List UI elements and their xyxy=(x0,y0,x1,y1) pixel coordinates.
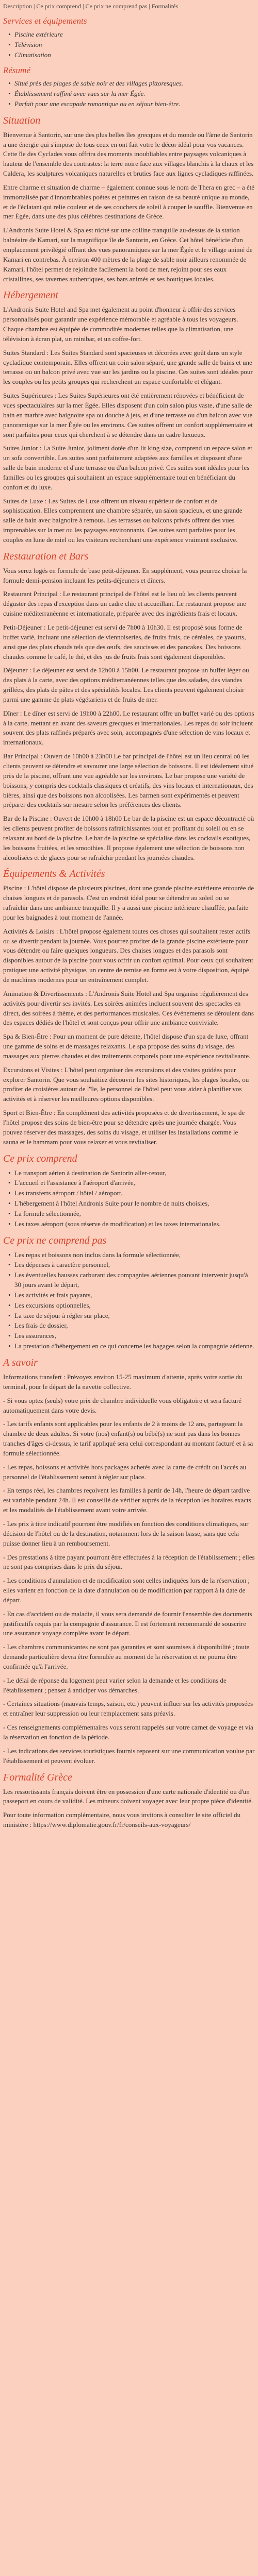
paragraph: Pour toute information complémentaire, nous vous invitons à consulter le site officiel du ministère : https://www.diplomatie.gouv.fr/fr/conseils-aux-voyageurs/ xyxy=(3,1811,241,1829)
nav-sep: | xyxy=(83,3,84,10)
list-item: • Climatisation xyxy=(14,50,255,60)
paragraph: - Si vous optez (seuls) votre prix de chambre individuelle vous obligatoire et sera facturé automatiquement dans votre devis. xyxy=(3,1396,242,1414)
services-list xyxy=(3,30,255,60)
paragraph: - Le délai de réponse du logement peut varier selon la demande et les conditions de l'établissement ; pensez à anticiper vos démarches. xyxy=(3,1676,227,1694)
formalite-title: Formalité Grèce xyxy=(3,1771,72,1783)
paragraph: - En cas d'accident ou de maladie, il vous sera demandé de fournir l'ensemble des documents justificatifs requis par la compagnie d'assurance. Il est fortement recommandé de souscrire une assurance voyage complète avant le départ. xyxy=(3,1609,252,1637)
list-item: • Les assurances, xyxy=(14,1331,255,1341)
services-title: Services et équipements xyxy=(3,16,87,26)
paragraph: L'Andronis Suite Hotel and Spa met également au point d'honneur à offrir des services personnalisés pour garantir une expérience mémorable et agréable à tous les voyageurs. Chaque chambre est équipée de commodités modernes telles que la climatisation, une télévision à écran plat, un minibar, et un coffre-fort. xyxy=(3,306,238,343)
list-item: • Les éventuelles hausses carburant des compagnies aériennes pouvant intervenir jusqu'à 30 jours avant le départ, xyxy=(14,1270,255,1290)
situation-title: Situation xyxy=(3,114,41,126)
list-item: • Les activités et frais payants, xyxy=(14,1291,255,1300)
savoir-body xyxy=(3,1372,255,1766)
paragraph: L'Andronis Suite Hotel & Spa est niché sur une colline tranquille au-dessus de la station balnéaire de Kamari, sur la magnifique île de Santorin, en Grèce. Cet hôtel bénéficie d'un emplacement privilégié offrant des vues panoramiques sur la mer Égée et le village animé de Kamari en contrebas. À environ 400 mètres de la plage de sable noir ailleurs renommée de Kamari, l'hôtel permet de rejoindre facilement la bord de mer, rejoint pour ses eaux cristallines, ses tavernes authentiques, ses bars animés et ses boutiques locales. xyxy=(3,226,253,283)
equipements-body xyxy=(3,884,255,1147)
list-item: • Télévision xyxy=(14,40,255,50)
list-item: • Le transport aérien à destination de Santorin aller-retour, xyxy=(14,1168,255,1178)
list-item: • La taxe de séjour à régler sur place, xyxy=(14,1311,255,1321)
resume-title: Résumé xyxy=(3,65,30,75)
paragraph: - Les indications des services touristiques fournis reposent sur une communication voulue par l'établissement et peuvent évoluer. xyxy=(3,1747,255,1765)
paragraph: - Ces renseignements complémentaires vous seront rappelés sur votre carnet de voyage et via la réservation en fonction de la période. xyxy=(3,1723,253,1741)
list-item: • Les taxes aéroport (sous réserve de modification) et les taxes internationales. xyxy=(14,1219,255,1229)
paragraph: - Les conditions d'annulation et de modification sont celles indiquées lors de la réservation ; elles varient en fonction de la date d'annulation ou de modification par rapport à la date de départ. xyxy=(3,1577,250,1604)
paragraph: Piscine : L'hôtel dispose de plusieurs piscines, dont une grande piscine extérieure entourée de chaises longues et de parasols. C'est un endroit idéal pour se détendre au soleil ou se rafraîchir dans une ambiance tranquille. Il y a aussi une piscine intérieure chauffée, parfaite pour les baignades à tout moment de l'année. xyxy=(3,884,254,921)
top-nav xyxy=(3,2,255,11)
paragraph: - Les chambres communicantes ne sont pas garanties et sont soumises à disponibilité ; toute demande particulière devra être formulée au moment de la réservation et ne pourra être confirmée qu'à l'arrivée. xyxy=(3,1643,250,1670)
list-item: • Parfait pour une escapade romantique ou en séjour bien-être. xyxy=(14,99,255,109)
paragraph: Dîner : Le dîner est servi de 19h00 à 22h00. Le restaurant offre un buffet varié ou des options à la carte, mettant en avant des saveurs grecques et internationales. Les repas du soir incluent souvent des plats raffinés préparés avec soin, accompagnés d'une sélection de vins locaux et internationaux. xyxy=(3,709,254,747)
paragraph: Bar Principal : Ouvert de 10h00 à 23h00 Le bar principal de l'hôtel est un lieu central où les clients peuvent se détendre et savourer une large sélection de boissons. Il est idéalement situé près de la piscine, offrant une vue agréable sur les environs. Le bar propose une variété de boissons, y compris des cocktails classiques et créatifs, des vins locaux et internationaux, des bières, ainsi que des boissons non alcoolisées. Les barmen sont expérimentés et peuvent préparer des cocktails sur mesure selon les préférences des clients. xyxy=(3,752,254,809)
paragraph: Sport et Bien-Être : En complément des activités proposées et de divertissement, le spa de l'hôtel propose des soins de bien-être pour se détendre après une journée chargée. Vous pouvez réserver des massages, des soins du visage, et utiliser les installations comme le sauna et le hammam pour vous relaxer et vous revitaliser. xyxy=(3,1109,245,1146)
paragraph: - Certaines situations (mauvais temps, saison, etc.) peuvent influer sur les activités proposées et entraîner leur suppression ou leur remplacement sans préavis. xyxy=(3,1700,253,1718)
prix-comprend-list xyxy=(3,1168,255,1229)
list-item: • Situé près des plages de sable noir et des villages pittoresques. xyxy=(14,79,255,89)
paragraph: - Les prix à titre indicatif pourront être modifiés en fonction des conditions climatiques, sur décision de l'hôtel ou de la destination, notamment lors de la saison basse, sans que cela puisse donner lieu à un remboursement. xyxy=(3,1519,249,1547)
paragraph: Bar de la Piscine : Ouvert de 10h00 à 18h00 Le bar de la piscine est un espace décontracté où les clients peuvent profiter de boissons rafraîchissantes tout en profitant du soleil ou en se relaxant au bord de la piscine. Le bar de la piscine se spécialise dans les cocktails exotiques, les boissons fruitées, et les smoothies. Il propose également une sélection de boissons non alcoolisées et de glaces pour se rafraîchir pendant les journées chaudes. xyxy=(3,815,254,861)
paragraph: - Les tarifs enfants sont applicables pour les enfants de 2 à moins de 12 ans, partageant la chambre de deux adultes. Si votre (nos) enfant(s) ou bébé(s) ne sont pas dans les bonnes tranches d'âges ci-dessus, le tarif appliqué sera celui correspondant au montant facturé et à sa formule sélectionnée. xyxy=(3,1420,253,1457)
list-item: • Les frais de dossier, xyxy=(14,1321,255,1331)
paragraph: Déjeuner : Le déjeuner est servi de 12h00 à 15h00. Le restaurant propose un buffet léger ou des plats à la carte, avec des options méditerranéennes telles que des salades, des viandes grillées, des plats de pâtes et des spécialités locales. Les clients peuvent également choisir parmi une gamme de plats végétariens et de fruits de mer. xyxy=(3,666,249,703)
paragraph: Suites Standard : Les Suites Standard sont spacieuses et décorées avec goût dans un style cycladique contemporain. Elles offrent un coin salon séparé, une grande salle de bains et une terrasse ou un balcon privé avec vue sur les jardins ou la piscine. Ces suites sont idéales pour les couples ou les petits groupes qui recherchent un espace confortable et élégant. xyxy=(3,348,253,386)
list-item: • L'hébergement à l'hôtel Andronis Suite pour le nombre de nuits choisies, xyxy=(14,1199,255,1209)
situation-body xyxy=(3,130,255,284)
paragraph: - En temps réel, les chambres reçoivent les familles à partir de 14h, l'heure de départ tardive est variable pendant 24h. Il est conseillé de vérifier auprès de la réception les horaires exacts et les modalités de l'établissement avant votre arrivée. xyxy=(3,1486,251,1514)
paragraph: Suites de Luxe : Les Suites de Luxe offrent un niveau supérieur de confort et de sophistication. Elles comprennent une chambre séparée, un salon spacieux, et une grande salle de bain avec baignoire à remous. Les terrasses ou balcons privés offrent des vues imprenables sur la mer ou les paysages environnants. Ces suites sont parfaites pour les couples en lune de miel ou les visiteurs recherchant une expérience vraiment exclusive. xyxy=(3,497,243,544)
list-item: • Piscine extérieure xyxy=(14,30,255,40)
paragraph: Les ressortissants français doivent être en possession d'une carte nationale d'identité ou d'un passeport en cours de validité. Les mineurs doivent voyager avec leur propre pièce d'identité. xyxy=(3,1787,253,1805)
list-item: • La formule sélectionnée, xyxy=(14,1209,255,1219)
prix-ne-comprend-list xyxy=(3,1250,255,1351)
list-item: • Les excursions optionnelles, xyxy=(14,1301,255,1311)
resume-list xyxy=(3,79,255,109)
list-item: • Les repas et boissons non inclus dans la formule sélectionnée, xyxy=(14,1250,255,1260)
restauration-title: Restauration et Bars xyxy=(3,550,89,562)
paragraph: Petit-Déjeuner : Le petit-déjeuner est servi de 7h00 à 10h30. Il est proposé sous forme de buffet varié, incluant une sélection de viennoiseries, de fruits frais, de céréales, de yaourts, ainsi que des plats chauds tels que des œufs, des saucisses et des pancakes. Des boissons chaudes comme le café, le thé, et des jus de fruits frais sont également disponibles. xyxy=(3,623,246,660)
paragraph: Informations transfert : Prévoyez environ 15-25 maximum d'attente, après votre sortie du terminal, pour le départ de la navette collective. xyxy=(3,1373,243,1391)
prix-comprend-title: Ce prix comprend xyxy=(3,1153,77,1164)
nav-formalities-link[interactable]: Formalités xyxy=(151,3,179,10)
paragraph: Spa & Bien-Être : Pour un moment de pure détente, l'hôtel dispose d'un spa de luxe, offrant une gamme de soins et de massages relaxants. Le spa propose des soins du visage, des massages aux pierres chaudes et des traitements corporels pour une expérience revitalisante. xyxy=(3,1032,251,1060)
hebergement-title: Hébergement xyxy=(3,290,58,301)
paragraph: - Les repas, boissons et activités hors packages achetés avec la carte de crédit ou l'accès au personnel de l'établissement seront à régler sur place. xyxy=(3,1463,247,1481)
paragraph: Activités & Loisirs : L'hôtel propose également toutes ces choses qui souhaitent rester actifs ou se divertir pendant la journée. Vous pourrez profiter de la grande piscine extérieure pour vous détendre ou faire quelques longueurs. Des chaises longues et des parasols sont disponibles autour de la piscine pour vous offrir un confort optimal. Pour ceux qui souhaitent pratiquer une activité physique, un centre de remise en forme est à votre disposition, équipé de machines modernes pour un entraînement complet. xyxy=(3,927,253,984)
nav-sep: | xyxy=(149,3,150,10)
paragraph: Animation & Divertissements : L'Andronis Suite Hotel and Spa organise régulièrement des activités pour divertir ses invités. Les soirées animées incluent souvent des spectacles en direct, des soirées à thème, et des performances musicales. Ces événements se déroulent dans des espaces dédiés de l'hôtel et sont conçus pour offrir une ambiance conviviale. xyxy=(3,989,254,1027)
nav-price-link[interactable]: Ce prix comprend xyxy=(36,3,82,10)
paragraph: - Des prestations à titre payant pourront être effectuées à la réception de l'établissement ; elles ne sont pas comprises dans le prix du séjour. xyxy=(3,1553,255,1571)
paragraph: Entre charme et situation de charme – également connue sous le nom de Thera en grec – a été immortalisée par d'innombrables poètes et peintres en raison de sa beauté unique au monde, et de l'éclatant qui relie couleur et de ses couchers de soleil à couper le souffle. Bienvenue en mer Égée, dans une des plus célèbres destinations de Grèce. xyxy=(3,183,255,221)
list-item: • La prestation d'hébergement en ce qui concerne les bagages selon la compagnie aérienne. xyxy=(14,1342,255,1351)
paragraph: Vous serez logés en formule de base petit-déjeuner. En supplément, vous pourrez choisir la formule demi-pension incluant les petits-déjeuners et dîners. xyxy=(3,566,247,584)
list-item: • Les dépenses à caractère personnel, xyxy=(14,1260,255,1270)
list-item: • Établissement raffiné avec vues sur la mer Égée. xyxy=(14,89,255,99)
list-item: • Les transferts aéroport / hôtel / aéroport, xyxy=(14,1189,255,1198)
prix-ne-comprend-title: Ce prix ne comprend pas xyxy=(3,1234,107,1246)
paragraph: Suites Junior : La Suite Junior, joliment dotée d'un lit king size, comprend un espace salon et un sofa convertible. Les suites sont parfaitement adaptées aux familles et disposent d'une salle de bain moderne et d'une terrasse ou d'un balcon privé. Ces suites sont idéales pour les familles ou les groupes qui souhaitent un espace supplémentaire tout en bénéficiant du confort et du luxe. xyxy=(3,444,252,491)
nav-description-link[interactable]: Description xyxy=(3,3,32,10)
hebergement-body xyxy=(3,305,255,545)
formalite-body xyxy=(3,1787,255,1830)
paragraph: Suites Supérieures : Les Suites Supérieures ont été entièrement rénovées et bénéficient de vues spectaculaires sur la mer Égée. Elles disposent d'un coin salon plus vaste, d'une salle de bain en marbre avec baignoire spa ou douche à jets, et d'une terrasse ou d'un balcon avec vue panoramique sur la mer Égée ou les environs. Ces suites offrent un confort supplémentaire et sont parfaites pour ceux qui cherchent à se détendre dans un cadre luxueux. xyxy=(3,392,253,438)
savoir-title: A savoir xyxy=(3,1357,38,1369)
equipements-title: Équipements & Activités xyxy=(3,868,105,880)
paragraph: Restaurant Principal : Le restaurant principal de l'hôtel est le lieu où les clients peuvent déguster des repas d'exception dans un cadre chic et accueillant. Le restaurant propose une cuisine méditerranéenne et internationale, préparée avec des ingrédients frais et locaux. xyxy=(3,590,246,618)
list-item: • L'accueil et l'assistance à l'aéroport d'arrivée, xyxy=(14,1178,255,1188)
nav-sep: | xyxy=(34,3,35,10)
restauration-body xyxy=(3,566,255,863)
paragraph: Bienvenue à Santorin, sur une des plus belles îles grecques et du monde ou l'âme de Santorin a une énergie qui s'impose de tous ceux en ont fait votre le décor idéal pour vos vacances. Cette île des Cyclades vous offrira des moments inoubliables entre paysages volcaniques à hauteur de l'ensemble des contrastes: la terre noire face aux villages blanchis à la chaux et les Caldera, les sculptures volcaniques naturelles et bruties face aux lignes cycladiques raffinées. xyxy=(3,130,254,178)
paragraph: Excursions et Visites : L'hôtel peut organiser des excursions et des visites guidées pour explorer Santorin. Que vous souhaitiez découvrir les sites historiques, les plages locales, ou profiter de croisières autour de l'île, le personnel de l'hôtel peut vous aider à planifier vos activités et à réserver les meilleures options disponibles. xyxy=(3,1065,249,1103)
nav-not-included-link[interactable]: Ce prix ne comprend pas xyxy=(85,3,148,10)
